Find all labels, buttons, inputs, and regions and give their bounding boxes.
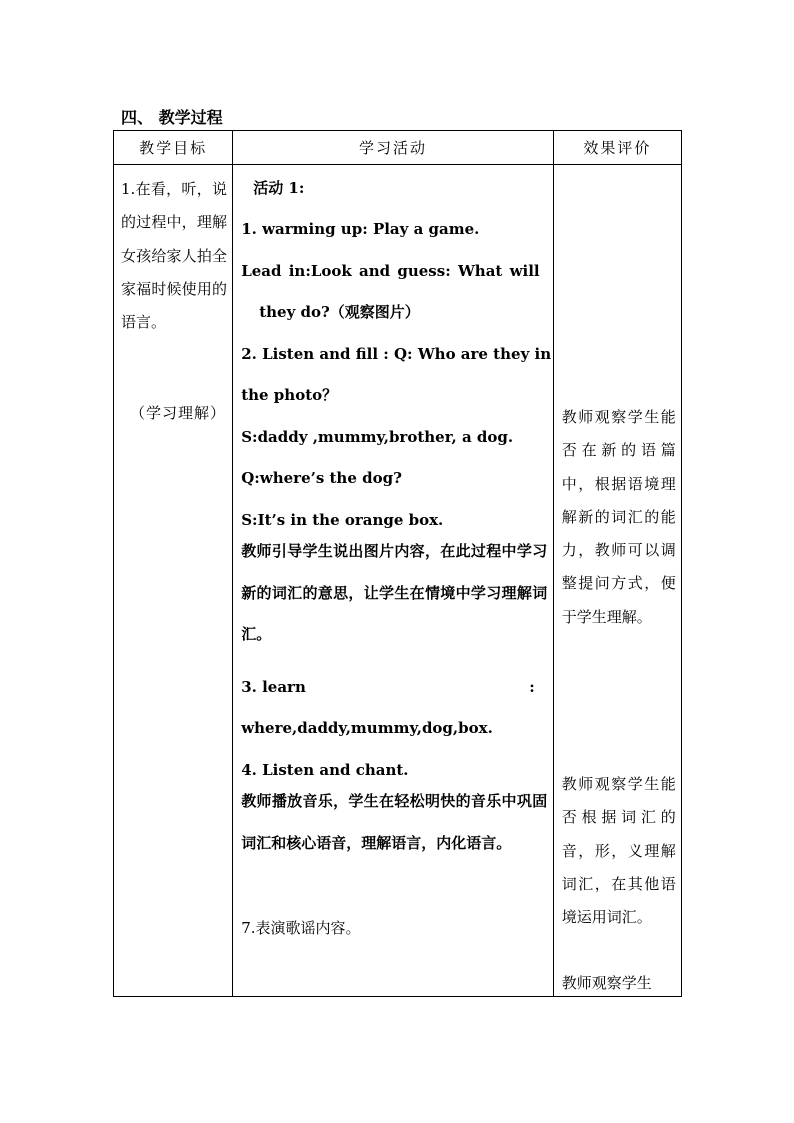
activity-step-4: 4. Listen and chant. (241, 761, 409, 779)
table-row (114, 165, 682, 997)
goal-cell (114, 165, 233, 997)
header-goal: 教学目标 (114, 131, 233, 165)
activity-answer-2: S:It’s in the orange box. (241, 511, 444, 529)
activity-teacher-note-1: 教师引导学生说出图片内容，在此过程中学习新的词汇的意思，让学生在情境中学习理解词汇。 (241, 542, 548, 643)
activity-step-3-label: 3. learn (241, 678, 306, 696)
activity-step-3-colon: : (529, 678, 535, 696)
evaluation-block-1: 教师观察学生能否在新的语篇中，根据语境理解新的词汇的能力，教师可以调整提问方式，便于学生理解。 (561, 408, 676, 626)
evaluation-cell (553, 165, 681, 997)
activity-step-2-line2: the photo？ (241, 386, 338, 404)
activity-step-3-words: where,daddy,mummy,dog,box. (241, 719, 493, 737)
header-evaluation: 效果评价 (553, 131, 681, 165)
activity-step-2-line1: 2. Listen and fill : Q: Who are they in (241, 345, 552, 363)
activity-lead-in-line2: they do?（观察图片） (259, 303, 420, 321)
teaching-process-table (113, 130, 682, 997)
activity-cell (233, 165, 554, 997)
header-activity: 学习活动 (233, 131, 554, 165)
goal-tag: （学习理解） (130, 404, 227, 422)
evaluation-block-2: 教师观察学生能否根据词汇的音，形，义理解词汇，在其他语境运用词汇。 (561, 775, 676, 927)
table-header-row (114, 131, 682, 165)
activity-answer-1: S:daddy ,mummy,brother, a dog. (241, 428, 514, 446)
evaluation-block-3: 教师观察学生 (561, 974, 652, 992)
activity-question-2: Q:where’s the dog? (241, 469, 402, 487)
activity-teacher-note-2: 教师播放音乐，学生在轻松明快的音乐中巩固词汇和核心语音，理解语言，内化语言。 (241, 792, 548, 852)
activity-step-1: 1. warming up: Play a game. (241, 220, 480, 238)
section-heading: 四、 教学过程 (121, 108, 223, 127)
activity-title: 活动 1: (253, 179, 305, 197)
activity-step-7: 7.表演歌谣内容。 (241, 919, 361, 937)
goal-text: 1.在看，听，说的过程中，理解女孩给家人拍全家福时候使用的语言。 (121, 180, 227, 332)
activity-lead-in-line1: Lead in:Look and guess: What will (241, 262, 540, 280)
